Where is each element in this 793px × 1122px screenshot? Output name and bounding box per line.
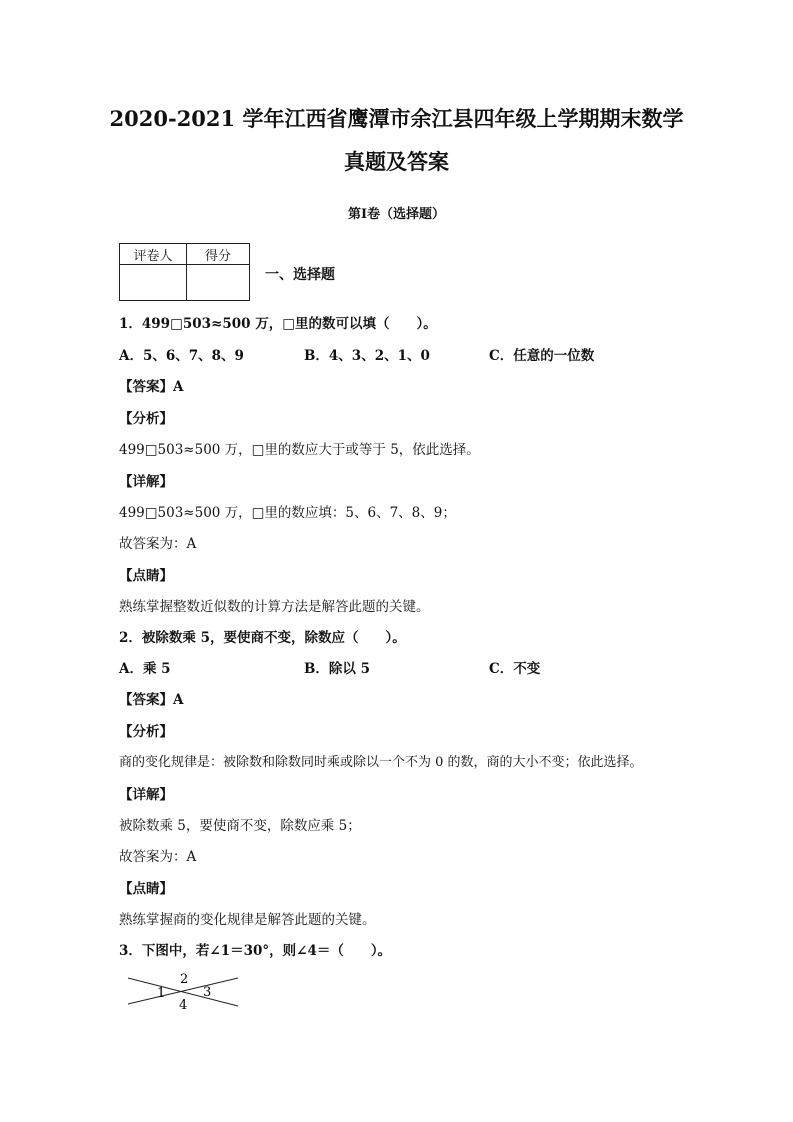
question-1-tip-label: 【点睛】 [119, 568, 173, 584]
figure-label-3: 3 [203, 985, 212, 1000]
score-table-cell-grader [120, 265, 187, 301]
score-table-header-grader: 评卷人 [120, 244, 187, 265]
document-title-line-2: 真题及答案 [344, 149, 449, 174]
score-table-header-score: 得分 [187, 244, 250, 265]
question-1-option-c: C．任意的一位数 [489, 348, 595, 364]
question-2-detail: 被除数乘 5，要使商不变，除数应乘 5； [119, 818, 361, 834]
question-1-detail-label: 【详解】 [119, 474, 173, 490]
question-2-stem: 2．被除数乘 5，要使商不变，除数应（ ）。 [119, 630, 406, 646]
question-3-stem: 3．下图中，若∠1＝30°，则∠4＝（ ）。 [119, 943, 392, 959]
question-1-conclusion: 故答案为：A [119, 536, 197, 552]
question-2-analysis: 商的变化规律是：被除数和除数同时乘或除以一个不为 0 的数，商的大小不变；依此选择。 [119, 755, 643, 770]
angle-figure [126, 968, 242, 1012]
question-2-option-c: C．不变 [489, 661, 541, 677]
question-2-answer: 【答案】A [119, 692, 184, 708]
document-title-line-1: 2020-2021 学年江西省鹰潭市余江县四年级上学期期末数学 [109, 106, 684, 131]
question-1-analysis: 499□503≈500 万，□里的数应大于或等于 5，依此选择。 [119, 442, 480, 458]
question-2-tip-label: 【点睛】 [119, 881, 173, 897]
question-1-tip: 熟练掌握整数近似数的计算方法是解答此题的关键。 [119, 599, 430, 615]
volume-label: 第Ⅰ卷（选择题） [347, 207, 446, 222]
question-1-option-b: B．4、3、2、1、0 [304, 348, 430, 364]
section-title: 一、选择题 [265, 267, 335, 283]
score-table-cell-score [187, 265, 250, 301]
question-2-detail-label: 【详解】 [119, 787, 173, 803]
question-1-answer: 【答案】A [119, 379, 184, 395]
question-2-tip: 熟练掌握商的变化规律是解答此题的关键。 [119, 912, 376, 928]
question-1-detail: 499□503≈500 万，□里的数应填：5、6、7、8、9； [119, 505, 456, 521]
question-2-option-b: B．除以 5 [304, 661, 371, 677]
score-table [119, 243, 250, 301]
question-2-conclusion: 故答案为：A [119, 849, 197, 865]
question-2-option-a: A．乘 5 [119, 661, 171, 677]
figure-label-1: 1 [157, 986, 166, 1001]
figure-label-4: 4 [179, 998, 188, 1012]
question-2-analysis-label: 【分析】 [119, 724, 173, 740]
question-1-stem: 1．499□503≈500 万，□里的数可以填（ ）。 [119, 316, 437, 332]
question-1-analysis-label: 【分析】 [119, 411, 173, 427]
figure-label-2: 2 [180, 972, 189, 987]
question-1-option-a: A．5、6、7、8、9 [119, 348, 244, 364]
